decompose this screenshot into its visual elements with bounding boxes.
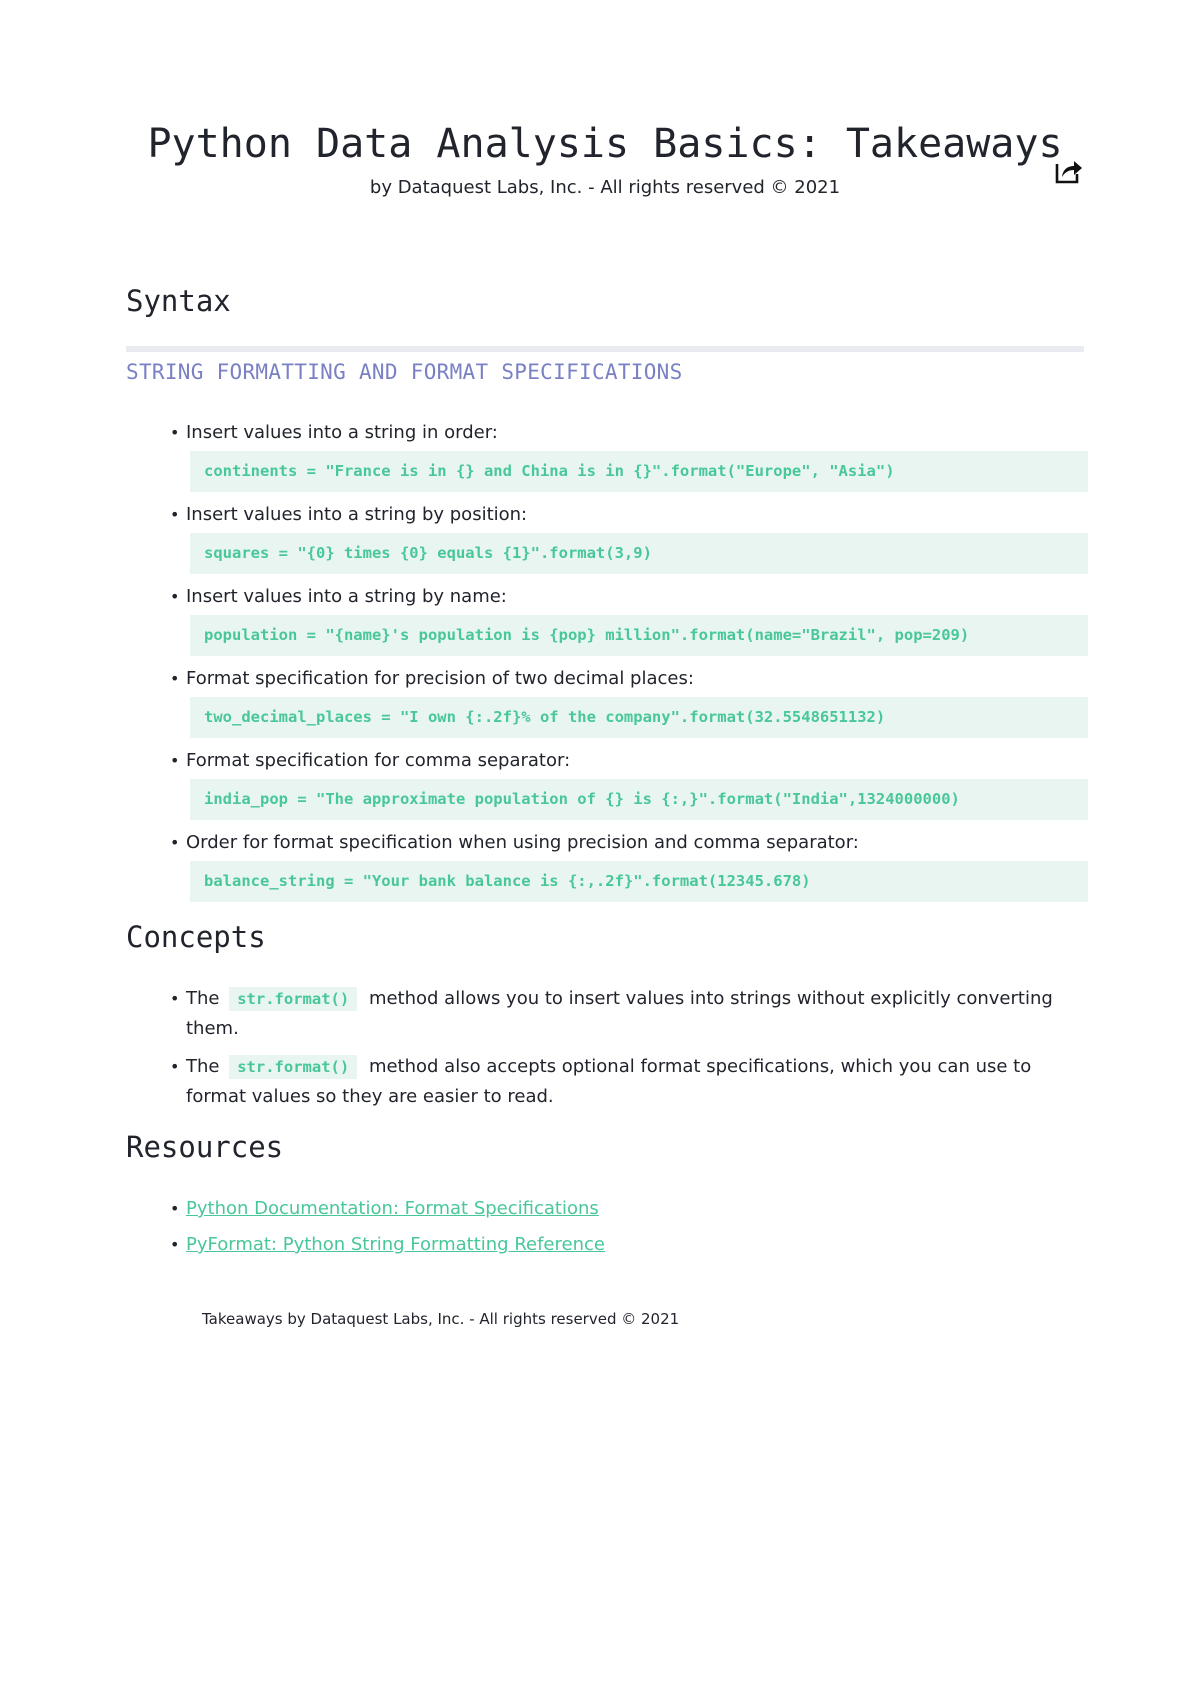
list-item	[126, 1232, 1084, 1258]
code-block: squares = "{0} times {0} equals {1}".format(3,9)	[190, 533, 1088, 574]
concept-prefix: The	[186, 988, 220, 1009]
code-block: continents = "France is in {} and China is in {}".format("Europe", "Asia")	[190, 451, 1088, 492]
bullet: •	[170, 989, 180, 1008]
concepts-heading: Concepts	[126, 920, 266, 954]
concept-text: method allows you to insert values into strings without explicitly converting them.	[186, 988, 1053, 1039]
bullet: •	[170, 1057, 180, 1076]
bullet: •	[170, 669, 180, 688]
bullet: •	[170, 751, 180, 770]
list-item	[126, 420, 1084, 492]
resource-link-python-docs[interactable]: Python Documentation: Format Specifications	[186, 1198, 599, 1219]
code-block: india_pop = "The approximate population of {} is {:,}".format("India",1324000000)	[190, 779, 1088, 820]
footer: Takeaways by Dataquest Labs, Inc. - All rights reserved © 2021	[202, 1310, 680, 1328]
syntax-list	[126, 420, 1084, 912]
section-divider	[126, 346, 1084, 352]
list-item	[126, 1052, 1084, 1112]
bullet: •	[170, 587, 180, 606]
page-subtitle: by Dataquest Labs, Inc. - All rights reserved © 2021	[369, 177, 841, 198]
list-item	[126, 666, 1084, 738]
list-item	[126, 584, 1084, 656]
item-label: Insert values into a string in order:	[186, 422, 498, 443]
code-block: two_decimal_places = "I own {:.2f}% of the company".format(32.5548651132)	[190, 697, 1088, 738]
code-block: balance_string = "Your bank balance is {:,.2f}".format(12345.678)	[190, 861, 1088, 902]
bullet: •	[170, 1199, 180, 1218]
resource-link-pyformat[interactable]: PyFormat: Python String Formatting Reference	[186, 1234, 605, 1255]
inline-code: str.format()	[229, 1055, 357, 1079]
share-icon[interactable]	[1054, 155, 1084, 185]
list-item	[126, 1196, 1084, 1222]
bullet: •	[170, 423, 180, 442]
item-label: Format specification for comma separator:	[186, 750, 571, 771]
concept-text: method also accepts optional format specifications, which you can use to format values so they are easier to read.	[186, 1056, 1032, 1107]
bullet: •	[170, 1235, 180, 1254]
syntax-subheading: STRING FORMATTING AND FORMAT SPECIFICATIONS	[126, 360, 683, 384]
syntax-heading: Syntax	[126, 284, 231, 318]
list-item	[126, 984, 1084, 1044]
inline-code: str.format()	[229, 987, 357, 1011]
bullet: •	[170, 505, 180, 524]
code-block: population = "{name}'s population is {pop} million".format(name="Brazil", pop=209)	[190, 615, 1088, 656]
page-title: Python Data Analysis Basics: Takeaways	[147, 121, 1063, 167]
item-label: Insert values into a string by position:	[186, 504, 528, 525]
list-item	[126, 502, 1084, 574]
item-label: Order for format specification when using precision and comma separator:	[186, 832, 859, 853]
item-label: Insert values into a string by name:	[186, 586, 507, 607]
resources-list	[126, 1196, 1084, 1268]
concepts-list	[126, 984, 1084, 1120]
item-label: Format specification for precision of two decimal places:	[186, 668, 694, 689]
resources-heading: Resources	[126, 1130, 284, 1164]
list-item	[126, 748, 1084, 820]
title-block	[126, 121, 1084, 198]
concept-prefix: The	[186, 1056, 220, 1077]
bullet: •	[170, 833, 180, 852]
list-item	[126, 830, 1084, 902]
